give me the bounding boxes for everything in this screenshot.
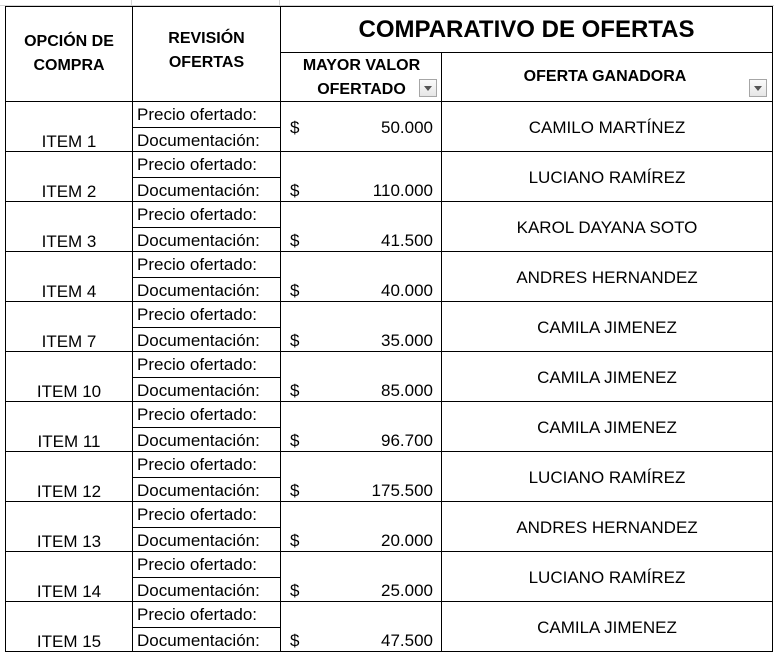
header-ganadora-label: OFERTA GANADORA	[523, 68, 687, 85]
documentacion-label: Documentación:	[137, 631, 260, 650]
winner-name: CAMILA JIMENEZ	[537, 368, 677, 387]
header-mayor-line1: MAYOR VALOR	[302, 57, 421, 74]
item-label: ITEM 10	[36, 382, 102, 401]
cell-divider	[132, 177, 280, 178]
precio-label: Precio ofertado:	[137, 155, 258, 174]
header-mayor-line2: OFERTADO	[317, 81, 406, 98]
currency-symbol: $	[290, 381, 300, 400]
currency-symbol: $	[290, 631, 300, 650]
header-revision-ofertas[interactable]	[132, 6, 280, 101]
offer-value: 47.500	[381, 631, 433, 650]
cell-divider	[132, 277, 280, 278]
precio-label: Precio ofertado:	[137, 255, 258, 274]
precio-label: Precio ofertado:	[137, 405, 258, 424]
currency-symbol: $	[290, 481, 300, 500]
winner-name: CAMILO MARTÍNEZ	[528, 118, 686, 137]
cell-divider	[132, 427, 280, 428]
item-label: ITEM 15	[36, 632, 102, 651]
documentacion-label: Documentación:	[137, 431, 260, 450]
header-opcion-compra[interactable]	[5, 6, 132, 101]
cell-divider	[132, 377, 280, 378]
offer-value: 20.000	[381, 531, 433, 550]
header-revision-line2: OFERTAS	[168, 54, 245, 71]
cell-divider	[132, 627, 280, 628]
precio-label: Precio ofertado:	[137, 555, 258, 574]
winner-name: ANDRES HERNANDEZ	[516, 518, 698, 537]
winner-name: ANDRES HERNANDEZ	[516, 268, 698, 287]
documentacion-label: Documentación:	[137, 481, 260, 500]
winner-name: CAMILA JIMENEZ	[537, 318, 677, 337]
chevron-down-icon	[424, 86, 432, 91]
cell-divider	[132, 577, 280, 578]
currency-symbol: $	[290, 331, 300, 350]
currency-symbol: $	[290, 531, 300, 550]
cell-divider	[132, 527, 280, 528]
header-mayor-valor[interactable]	[280, 52, 442, 101]
offer-value: 40.000	[381, 281, 433, 300]
offer-value: 25.000	[381, 581, 433, 600]
precio-label: Precio ofertado:	[137, 355, 258, 374]
filter-dropdown-button[interactable]	[749, 79, 767, 97]
winner-name: LUCIANO RAMÍREZ	[528, 468, 686, 487]
cell-divider	[132, 327, 280, 328]
precio-label: Precio ofertado:	[137, 305, 258, 324]
cell-divider	[132, 477, 280, 478]
item-label: ITEM 4	[41, 282, 97, 301]
currency-symbol: $	[290, 181, 300, 200]
page-title[interactable]: COMPARATIVO DE OFERTAS	[280, 6, 773, 53]
precio-label: Precio ofertado:	[137, 605, 258, 624]
currency-symbol: $	[290, 431, 300, 450]
offer-value: 41.500	[381, 231, 433, 250]
offer-value: 50.000	[381, 118, 433, 137]
documentacion-label: Documentación:	[137, 231, 260, 250]
documentacion-label: Documentación:	[137, 181, 260, 200]
currency-symbol: $	[290, 281, 300, 300]
winner-name: KAROL DAYANA SOTO	[516, 218, 698, 237]
documentacion-label: Documentación:	[137, 381, 260, 400]
header-revision-line1: REVISIÓN	[168, 30, 245, 47]
item-label: ITEM 14	[36, 582, 102, 601]
header-opcion-line2: COMPRA	[33, 57, 105, 74]
currency-symbol: $	[290, 231, 300, 250]
documentacion-label: Documentación:	[137, 281, 260, 300]
documentacion-label: Documentación:	[137, 581, 260, 600]
winner-name: LUCIANO RAMÍREZ	[528, 168, 686, 187]
item-label: ITEM 7	[41, 332, 97, 351]
offer-value: 96.700	[381, 431, 433, 450]
winner-name: LUCIANO RAMÍREZ	[528, 568, 686, 587]
cell-divider	[132, 127, 280, 128]
documentacion-label: Documentación:	[137, 531, 260, 550]
item-label: ITEM 2	[41, 182, 97, 201]
item-label: ITEM 11	[37, 432, 101, 451]
precio-label: Precio ofertado:	[137, 455, 258, 474]
item-label: ITEM 12	[36, 482, 102, 501]
header-oferta-ganadora[interactable]	[441, 52, 773, 101]
documentacion-label: Documentación:	[137, 131, 260, 150]
documentacion-label: Documentación:	[137, 331, 260, 350]
offer-value: 175.500	[371, 481, 433, 500]
precio-label: Precio ofertado:	[137, 105, 258, 124]
item-label: ITEM 1	[41, 132, 97, 151]
currency-symbol: $	[290, 118, 300, 137]
winner-name: CAMILA JIMENEZ	[537, 418, 677, 437]
offer-value: 110.000	[372, 181, 433, 200]
currency-symbol: $	[290, 581, 300, 600]
offer-value: 85.000	[381, 381, 433, 400]
chevron-down-icon	[754, 86, 762, 91]
cell-divider	[132, 227, 280, 228]
precio-label: Precio ofertado:	[137, 505, 258, 524]
winner-name: CAMILA JIMENEZ	[537, 618, 677, 637]
header-opcion-line1: OPCIÓN DE	[24, 33, 114, 50]
item-label: ITEM 3	[41, 232, 97, 251]
offer-value: 35.000	[381, 331, 433, 350]
filter-dropdown-button[interactable]	[419, 79, 437, 97]
precio-label: Precio ofertado:	[137, 205, 258, 224]
item-label: ITEM 13	[36, 532, 102, 551]
